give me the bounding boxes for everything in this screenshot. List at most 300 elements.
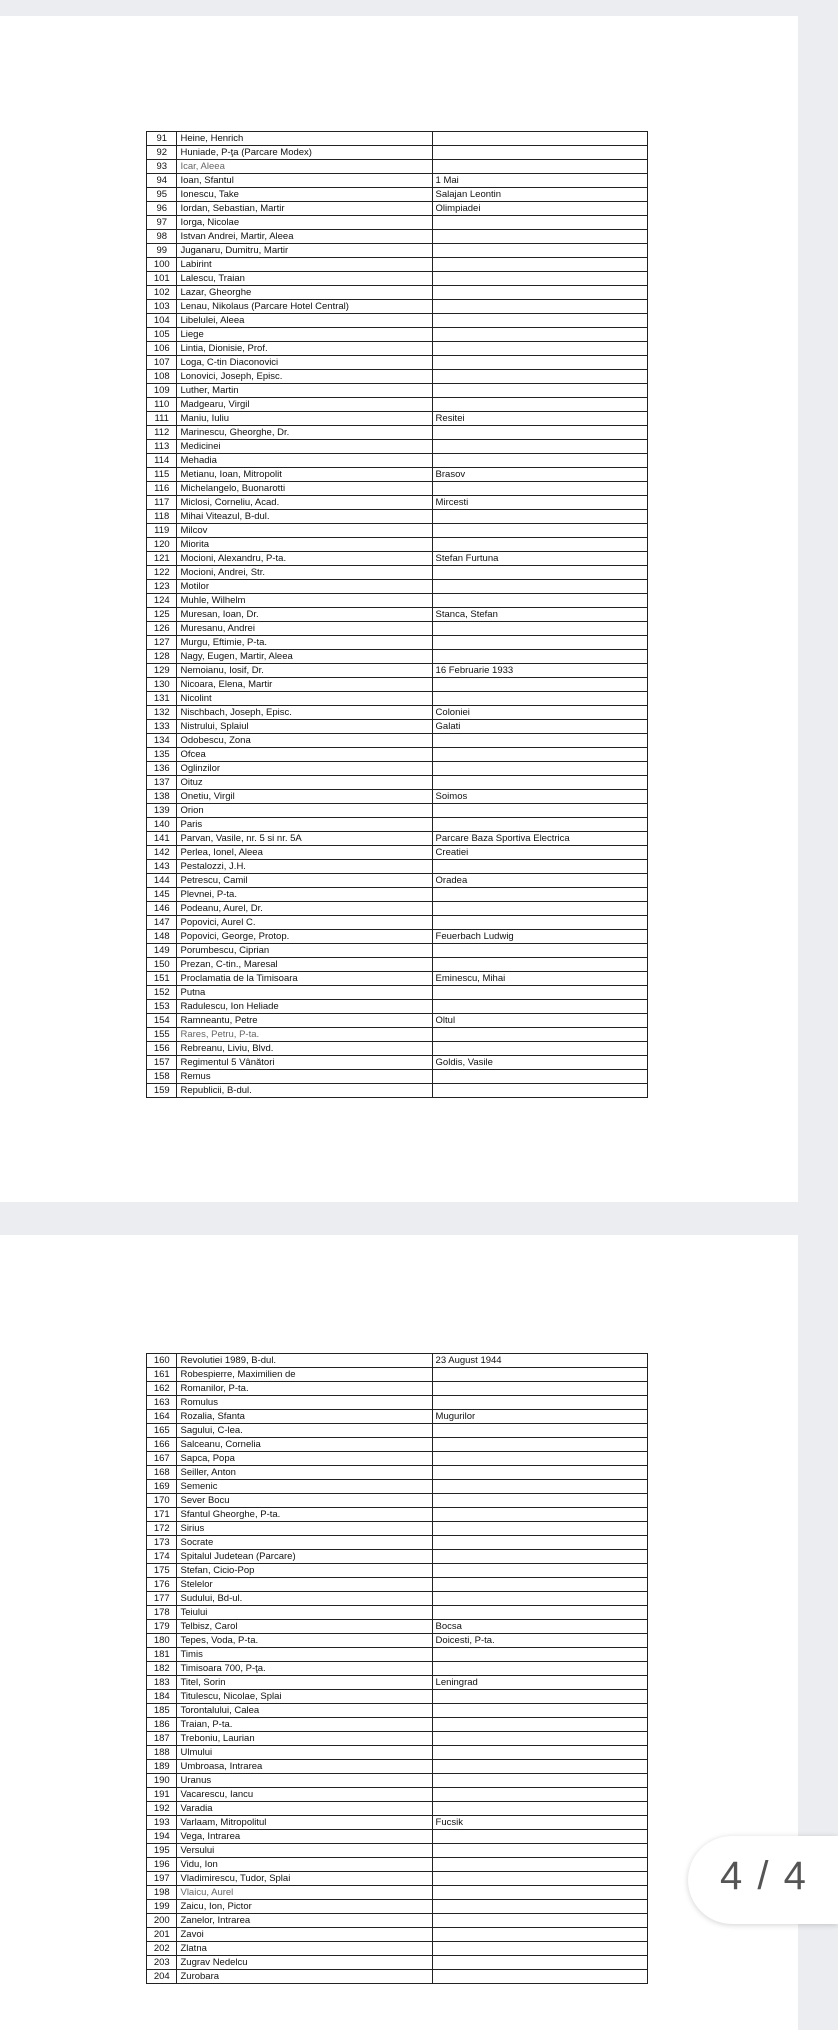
street-name-cell: Ofcea [177,748,432,762]
table-row [147,706,648,720]
street-name-cell: Revolutiei 1989, B-dul. [177,1354,432,1368]
row-number-cell: 179 [147,1620,177,1634]
street-name-cell: Vlaicu, Aurel [177,1886,432,1900]
street-name-cell: Porumbescu, Ciprian [177,944,432,958]
former-name-cell [432,258,647,272]
row-number-cell: 162 [147,1382,177,1396]
street-name-cell: Zanelor, Intrarea [177,1914,432,1928]
street-name-cell: Umbroasa, Intrarea [177,1760,432,1774]
street-name-cell: Vladimirescu, Tudor, Splai [177,1872,432,1886]
table-row [147,286,648,300]
former-name-cell [432,230,647,244]
former-name-cell [432,314,647,328]
table-row [147,1466,648,1480]
table-row [147,1634,648,1648]
row-number-cell: 92 [147,146,177,160]
row-number-cell: 99 [147,244,177,258]
former-name-cell [432,1438,647,1452]
former-name-cell: Brasov [432,468,647,482]
table-row [147,1606,648,1620]
former-name-cell [432,132,647,146]
row-number-cell: 191 [147,1788,177,1802]
street-name-cell: Remus [177,1070,432,1084]
table-row [147,132,648,146]
street-name-cell: Ramneantu, Petre [177,1014,432,1028]
row-number-cell: 91 [147,132,177,146]
former-name-cell [432,1042,647,1056]
street-name-cell: Zurobara [177,1970,432,1984]
page-indicator[interactable] [688,1836,838,1924]
table-row [147,328,648,342]
street-name-cell: Treboniu, Laurian [177,1732,432,1746]
former-name-cell: Stefan Furtuna [432,552,647,566]
street-name-cell: Stelelor [177,1578,432,1592]
row-number-cell: 187 [147,1732,177,1746]
row-number-cell: 170 [147,1494,177,1508]
row-number-cell: 147 [147,916,177,930]
former-name-cell: Leningrad [432,1676,647,1690]
street-name-cell: Lonovici, Joseph, Episc. [177,370,432,384]
street-name-cell: Titel, Sorin [177,1676,432,1690]
table-row [147,1042,648,1056]
row-number-cell: 182 [147,1662,177,1676]
row-number-cell: 197 [147,1872,177,1886]
row-number-cell: 117 [147,496,177,510]
table-row [147,916,648,930]
row-number-cell: 121 [147,552,177,566]
row-number-cell: 145 [147,888,177,902]
row-number-cell: 195 [147,1844,177,1858]
street-name-cell: Luther, Martin [177,384,432,398]
table-row [147,1000,648,1014]
street-name-cell: Timis [177,1648,432,1662]
row-number-cell: 190 [147,1774,177,1788]
row-number-cell: 144 [147,874,177,888]
table-row [147,258,648,272]
street-name-cell: Titulescu, Nicolae, Splai [177,1690,432,1704]
former-name-cell [432,944,647,958]
row-number-cell: 196 [147,1858,177,1872]
street-name-cell: Popovici, George, Protop. [177,930,432,944]
street-name-cell: Murgu, Eftimie, P-ta. [177,636,432,650]
table-row [147,790,648,804]
former-name-cell [432,1564,647,1578]
table-row [147,748,648,762]
street-name-cell: Onetiu, Virgil [177,790,432,804]
former-name-cell [432,916,647,930]
row-number-cell: 193 [147,1816,177,1830]
table-row [147,188,648,202]
street-name-cell: Perlea, Ionel, Aleea [177,846,432,860]
table-row [147,902,648,916]
table-row [147,608,648,622]
row-number-cell: 189 [147,1760,177,1774]
table-row [147,412,648,426]
street-name-cell: Liege [177,328,432,342]
row-number-cell: 107 [147,356,177,370]
row-number-cell: 100 [147,258,177,272]
table-row [147,1536,648,1550]
street-name-cell: Ionescu, Take [177,188,432,202]
former-name-cell [432,1424,647,1438]
street-name-cell: Republicii, B-dul. [177,1084,432,1098]
row-number-cell: 128 [147,650,177,664]
former-name-cell: Oradea [432,874,647,888]
row-number-cell: 94 [147,174,177,188]
row-number-cell: 104 [147,314,177,328]
row-number-cell: 132 [147,706,177,720]
former-name-cell: Soimos [432,790,647,804]
former-name-cell [432,1928,647,1942]
former-name-cell [432,888,647,902]
street-name-cell: Juganaru, Dumitru, Martir [177,244,432,258]
street-name-cell: Mihai Viteazul, B-dul. [177,510,432,524]
former-name-cell [432,272,647,286]
street-name-cell: Sagului, C-lea. [177,1424,432,1438]
street-name-cell: Lenau, Nikolaus (Parcare Hotel Central) [177,300,432,314]
table-row [147,1816,648,1830]
street-name-cell: Robespierre, Maximilien de [177,1368,432,1382]
row-number-cell: 139 [147,804,177,818]
table-row [147,972,648,986]
table-row [147,1788,648,1802]
row-number-cell: 142 [147,846,177,860]
street-name-cell: Marinescu, Gheorghe, Dr. [177,426,432,440]
viewer-background [0,0,798,16]
former-name-cell [432,1732,647,1746]
former-name-cell [432,398,647,412]
table-row [147,944,648,958]
former-name-cell: 23 August 1944 [432,1354,647,1368]
table-row [147,524,648,538]
street-name-cell: Sudului, Bd-ul. [177,1592,432,1606]
row-number-cell: 130 [147,678,177,692]
row-number-cell: 134 [147,734,177,748]
table-row [147,510,648,524]
former-name-cell [432,1830,647,1844]
street-name-cell: Miclosi, Corneliu, Acad. [177,496,432,510]
table-row [147,1424,648,1438]
table-row [147,454,648,468]
street-name-cell: Varlaam, Mitropolitul [177,1816,432,1830]
row-number-cell: 148 [147,930,177,944]
table-row [147,1452,648,1466]
row-number-cell: 173 [147,1536,177,1550]
street-name-cell: Rares, Petru, P-ta. [177,1028,432,1042]
table-row [147,804,648,818]
table-row [147,636,648,650]
street-name-cell: Motilor [177,580,432,594]
street-name-cell: Madgearu, Virgil [177,398,432,412]
former-name-cell: Oltul [432,1014,647,1028]
row-number-cell: 106 [147,342,177,356]
table-row [147,1732,648,1746]
row-number-cell: 171 [147,1508,177,1522]
street-name-cell: Sapca, Popa [177,1452,432,1466]
former-name-cell [432,1536,647,1550]
street-name-cell: Varadia [177,1802,432,1816]
street-name-cell: Rozalia, Sfanta [177,1410,432,1424]
row-number-cell: 129 [147,664,177,678]
former-name-cell [432,1084,647,1098]
street-name-cell: Muresan, Ioan, Dr. [177,608,432,622]
former-name-cell [432,216,647,230]
row-number-cell: 96 [147,202,177,216]
row-number-cell: 203 [147,1956,177,1970]
row-number-cell: 109 [147,384,177,398]
street-name-cell: Medicinei [177,440,432,454]
former-name-cell [432,1886,647,1900]
table-row [147,846,648,860]
row-number-cell: 95 [147,188,177,202]
row-number-cell: 105 [147,328,177,342]
row-number-cell: 123 [147,580,177,594]
table-row [147,1084,648,1098]
former-name-cell [432,146,647,160]
former-name-cell [432,1760,647,1774]
table-row [147,888,648,902]
table-row [147,1578,648,1592]
row-number-cell: 169 [147,1480,177,1494]
street-name-cell: Parvan, Vasile, nr. 5 si nr. 5A [177,832,432,846]
row-number-cell: 175 [147,1564,177,1578]
table-row [147,482,648,496]
street-name-cell: Podeanu, Aurel, Dr. [177,902,432,916]
row-number-cell: 108 [147,370,177,384]
street-name-cell: Ioan, Sfantul [177,174,432,188]
document-page-1 [0,16,798,1202]
former-name-cell [432,384,647,398]
row-number-cell: 118 [147,510,177,524]
former-name-cell [432,454,647,468]
row-number-cell: 115 [147,468,177,482]
row-number-cell: 180 [147,1634,177,1648]
former-name-cell: 1 Mai [432,174,647,188]
table-row [147,1396,648,1410]
row-number-cell: 172 [147,1522,177,1536]
former-name-cell [432,1578,647,1592]
table-row [147,1718,648,1732]
former-name-cell [432,1788,647,1802]
table-row [147,1648,648,1662]
street-table-page-2 [146,1353,648,1984]
street-name-cell: Putna [177,986,432,1000]
former-name-cell [432,804,647,818]
table-row [147,468,648,482]
former-name-cell: Mugurilor [432,1410,647,1424]
former-name-cell [432,678,647,692]
table-row [147,1014,648,1028]
table-row [147,1368,648,1382]
row-number-cell: 150 [147,958,177,972]
former-name-cell [432,1942,647,1956]
row-number-cell: 97 [147,216,177,230]
row-number-cell: 184 [147,1690,177,1704]
row-number-cell: 183 [147,1676,177,1690]
street-name-cell: Muresanu, Andrei [177,622,432,636]
row-number-cell: 174 [147,1550,177,1564]
row-number-cell: 127 [147,636,177,650]
former-name-cell [432,580,647,594]
table-row [147,1690,648,1704]
former-name-cell [432,1508,647,1522]
table-row [147,874,648,888]
former-name-cell [432,1746,647,1760]
former-name-cell: Doicesti, P-ta. [432,1634,647,1648]
row-number-cell: 103 [147,300,177,314]
table-row [147,818,648,832]
street-name-cell: Semenic [177,1480,432,1494]
former-name-cell [432,356,647,370]
street-name-cell: Lalescu, Traian [177,272,432,286]
row-number-cell: 133 [147,720,177,734]
row-number-cell: 177 [147,1592,177,1606]
table-row [147,1522,648,1536]
street-name-cell: Socrate [177,1536,432,1550]
street-name-cell: Vega, Intrarea [177,1830,432,1844]
former-name-cell [432,524,647,538]
table-row [147,440,648,454]
street-name-cell: Paris [177,818,432,832]
table-row [147,356,648,370]
row-number-cell: 122 [147,566,177,580]
street-name-cell: Nemoianu, Iosif, Dr. [177,664,432,678]
street-name-cell: Mocioni, Alexandru, P-ta. [177,552,432,566]
table-row [147,1056,648,1070]
table-row [147,566,648,580]
former-name-cell [432,510,647,524]
table-row [147,174,648,188]
row-number-cell: 181 [147,1648,177,1662]
table-row [147,272,648,286]
table-row [147,1354,648,1368]
row-number-cell: 116 [147,482,177,496]
table-row [147,1872,648,1886]
row-number-cell: 114 [147,454,177,468]
table-row [147,1070,648,1084]
table-row [147,1550,648,1564]
row-number-cell: 163 [147,1396,177,1410]
former-name-cell: Fucsik [432,1816,647,1830]
row-number-cell: 140 [147,818,177,832]
street-name-cell: Mocioni, Andrei, Str. [177,566,432,580]
former-name-cell [432,1028,647,1042]
table-row [147,678,648,692]
street-name-cell: Pestalozzi, J.H. [177,860,432,874]
former-name-cell: 16 Februarie 1933 [432,664,647,678]
row-number-cell: 188 [147,1746,177,1760]
row-number-cell: 141 [147,832,177,846]
table-row [147,1914,648,1928]
table-row [147,1620,648,1634]
former-name-cell [432,1592,647,1606]
street-name-cell: Regimentul 5 Vânători [177,1056,432,1070]
row-number-cell: 135 [147,748,177,762]
street-name-cell: Nagy, Eugen, Martir, Aleea [177,650,432,664]
table-row [147,1802,648,1816]
former-name-cell [432,692,647,706]
former-name-cell [432,734,647,748]
street-name-cell: Ulmului [177,1746,432,1760]
table-row [147,734,648,748]
former-name-cell [432,1648,647,1662]
row-number-cell: 111 [147,412,177,426]
street-name-cell: Plevnei, P-ta. [177,888,432,902]
street-name-cell: Teiului [177,1606,432,1620]
former-name-cell [432,1802,647,1816]
row-number-cell: 120 [147,538,177,552]
former-name-cell: Bocsa [432,1620,647,1634]
street-name-cell: Iordan, Sebastian, Martir [177,202,432,216]
table-row [147,958,648,972]
former-name-cell: Parcare Baza Sportiva Electrica [432,832,647,846]
former-name-cell [432,748,647,762]
street-table-page-1 [146,131,648,1098]
row-number-cell: 200 [147,1914,177,1928]
former-name-cell [432,1382,647,1396]
row-number-cell: 194 [147,1830,177,1844]
row-number-cell: 157 [147,1056,177,1070]
table-row [147,1592,648,1606]
row-number-cell: 156 [147,1042,177,1056]
row-number-cell: 164 [147,1410,177,1424]
row-number-cell: 154 [147,1014,177,1028]
table-row [147,1704,648,1718]
former-name-cell [432,1970,647,1984]
table-row [147,496,648,510]
former-name-cell [432,622,647,636]
row-number-cell: 149 [147,944,177,958]
former-name-cell: Galati [432,720,647,734]
table-row [147,300,648,314]
table-row [147,594,648,608]
row-number-cell: 98 [147,230,177,244]
street-name-cell: Vacarescu, Iancu [177,1788,432,1802]
street-name-cell: Uranus [177,1774,432,1788]
former-name-cell: Salajan Leontin [432,188,647,202]
street-name-cell: Loga, C-tin Diaconovici [177,356,432,370]
street-name-cell: Telbisz, Carol [177,1620,432,1634]
table-row [147,1382,648,1396]
former-name-cell: Stanca, Stefan [432,608,647,622]
street-name-cell: Romulus [177,1396,432,1410]
table-row [147,426,648,440]
former-name-cell [432,1914,647,1928]
row-number-cell: 137 [147,776,177,790]
table-row [147,160,648,174]
table-row [147,986,648,1000]
table-row [147,1956,648,1970]
street-name-cell: Zlatna [177,1942,432,1956]
row-number-cell: 176 [147,1578,177,1592]
row-number-cell: 160 [147,1354,177,1368]
former-name-cell: Creatiei [432,846,647,860]
table-row [147,384,648,398]
row-number-cell: 202 [147,1942,177,1956]
former-name-cell [432,636,647,650]
street-name-cell: Lazar, Gheorghe [177,286,432,300]
street-name-cell: Rebreanu, Liviu, Blvd. [177,1042,432,1056]
former-name-cell: Feuerbach Ludwig [432,930,647,944]
row-number-cell: 168 [147,1466,177,1480]
row-number-cell: 158 [147,1070,177,1084]
row-number-cell: 159 [147,1084,177,1098]
street-name-cell: Huniade, P-ţa (Parcare Modex) [177,146,432,160]
row-number-cell: 102 [147,286,177,300]
street-name-cell: Nicoara, Elena, Martir [177,678,432,692]
former-name-cell [432,538,647,552]
table-row [147,1844,648,1858]
